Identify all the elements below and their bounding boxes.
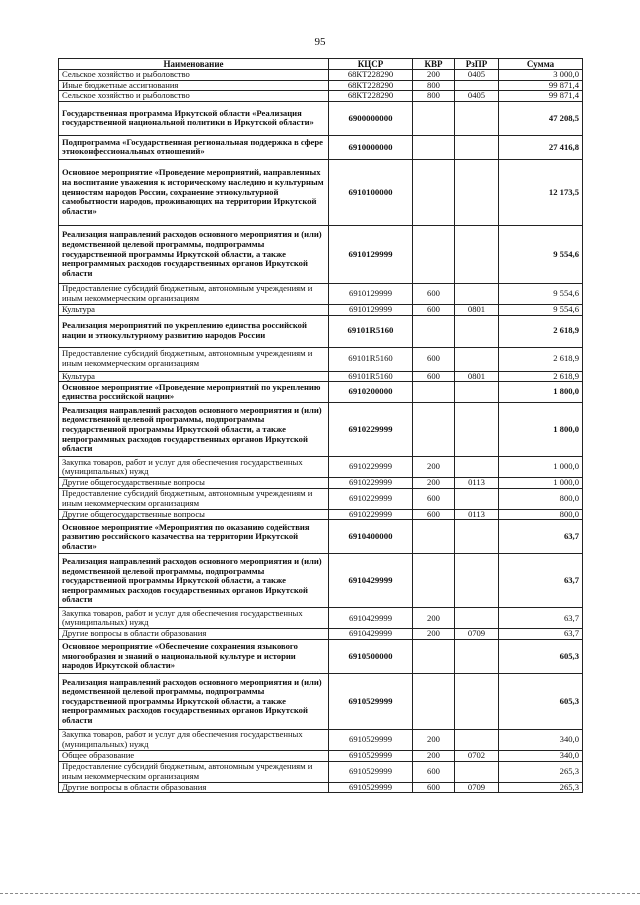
cell-name: Другие общегосударственные вопросы xyxy=(59,478,329,489)
cell-kcsr: 6910129999 xyxy=(329,225,413,283)
cell-name: Предоставление субсидий бюджетным, автономным учреждениям и иным некоммерческим организациям xyxy=(59,283,329,304)
cell-name: Основное мероприятие «Проведение мероприятий по укреплению единства российской нации» xyxy=(59,382,329,403)
cell-kvr: 200 xyxy=(413,608,455,629)
table-row xyxy=(59,478,583,489)
cell-kcsr: 69101R5160 xyxy=(329,315,413,347)
cell-kcsr: 69101R5160 xyxy=(329,371,413,382)
table-row xyxy=(59,761,583,782)
cell-sum: 1 000,0 xyxy=(499,457,583,478)
cell-rzpr xyxy=(455,315,499,347)
cell-sum: 2 618,9 xyxy=(499,315,583,347)
cell-kvr xyxy=(413,403,455,457)
cell-name: Культура xyxy=(59,304,329,315)
cell-sum: 2 618,9 xyxy=(499,371,583,382)
cell-rzpr xyxy=(455,225,499,283)
cell-name: Реализация направлений расходов основного мероприятия и (или) ведомственной целевой программы, подпрограммы государственной программы Иркутской области, а также непрограммных расходов государственных органов Иркутской области xyxy=(59,403,329,457)
cell-kvr xyxy=(413,159,455,225)
cell-rzpr xyxy=(455,554,499,608)
cell-rzpr xyxy=(455,457,499,478)
cell-sum: 800,0 xyxy=(499,488,583,509)
cell-kvr xyxy=(413,135,455,159)
header-kvr: КВР xyxy=(413,59,455,70)
cell-kcsr: 6910229999 xyxy=(329,488,413,509)
cell-name: Реализация мероприятий по укреплению единства российской нации и этнокультурному развитию народов России xyxy=(59,315,329,347)
cell-sum: 9 554,6 xyxy=(499,225,583,283)
cell-kvr: 800 xyxy=(413,91,455,102)
cell-rzpr xyxy=(455,101,499,135)
cell-sum: 1 800,0 xyxy=(499,403,583,457)
cell-kcsr: 68КТ228290 xyxy=(329,70,413,81)
header-rzpr: РзПР xyxy=(455,59,499,70)
table-row xyxy=(59,371,583,382)
cell-name: Государственная программа Иркутской области «Реализация государственной национальной политики в Иркутской области» xyxy=(59,101,329,135)
cell-name: Основное мероприятие «Проведение мероприятий, направленных на воспитание уважения к историческому наследию и культурным ценностям народов России, сохранение этнокультурной самобытности народов, проживающих на территории Иркутской области» xyxy=(59,159,329,225)
cell-kvr xyxy=(413,101,455,135)
cell-name: Общее образование xyxy=(59,751,329,762)
cell-kcsr: 6910529999 xyxy=(329,674,413,730)
cell-rzpr xyxy=(455,608,499,629)
cell-rzpr xyxy=(455,283,499,304)
cell-kcsr: 6910529999 xyxy=(329,782,413,793)
cell-kvr: 200 xyxy=(413,751,455,762)
table-row xyxy=(59,80,583,91)
cell-rzpr: 0709 xyxy=(455,782,499,793)
cell-kvr: 600 xyxy=(413,371,455,382)
cell-rzpr: 0113 xyxy=(455,478,499,489)
cell-sum: 9 554,6 xyxy=(499,283,583,304)
cell-name: Другие вопросы в области образования xyxy=(59,782,329,793)
cell-kcsr: 6910529999 xyxy=(329,730,413,751)
table-row xyxy=(59,608,583,629)
cell-kcsr: 6910229999 xyxy=(329,509,413,520)
table-row xyxy=(59,347,583,371)
cell-kvr xyxy=(413,382,455,403)
cell-sum: 265,3 xyxy=(499,782,583,793)
cell-sum: 63,7 xyxy=(499,629,583,640)
cell-rzpr xyxy=(455,520,499,554)
cell-kcsr: 6910229999 xyxy=(329,403,413,457)
cell-sum: 605,3 xyxy=(499,640,583,674)
cell-kcsr: 6910529999 xyxy=(329,751,413,762)
table-row xyxy=(59,304,583,315)
header-sum: Сумма xyxy=(499,59,583,70)
table-row xyxy=(59,629,583,640)
cell-sum: 63,7 xyxy=(499,520,583,554)
cell-kcsr: 6910129999 xyxy=(329,283,413,304)
cell-kcsr: 6910100000 xyxy=(329,159,413,225)
cell-rzpr: 0113 xyxy=(455,509,499,520)
cell-rzpr xyxy=(455,674,499,730)
cell-kcsr: 68КТ228290 xyxy=(329,91,413,102)
cell-rzpr xyxy=(455,135,499,159)
table-row xyxy=(59,382,583,403)
cell-kvr xyxy=(413,225,455,283)
cell-sum: 27 416,8 xyxy=(499,135,583,159)
cell-rzpr xyxy=(455,730,499,751)
cell-name: Предоставление субсидий бюджетным, автономным учреждениям и иным некоммерческим организациям xyxy=(59,761,329,782)
cell-kvr xyxy=(413,315,455,347)
cell-rzpr xyxy=(455,403,499,457)
table-row xyxy=(59,91,583,102)
table-row xyxy=(59,135,583,159)
cell-rzpr xyxy=(455,640,499,674)
cell-sum: 340,0 xyxy=(499,730,583,751)
cell-kvr: 600 xyxy=(413,347,455,371)
table-row xyxy=(59,70,583,81)
table-row xyxy=(59,730,583,751)
table-row xyxy=(59,283,583,304)
budget-table xyxy=(58,58,583,793)
header-name: Наименование xyxy=(59,59,329,70)
cell-kcsr: 6910129999 xyxy=(329,304,413,315)
cell-sum: 99 871,4 xyxy=(499,91,583,102)
cell-name: Реализация направлений расходов основного мероприятия и (или) ведомственной целевой программы, подпрограммы государственной программы Иркутской области, а также непрограммных расходов государственных органов Иркутской области xyxy=(59,554,329,608)
table-row xyxy=(59,315,583,347)
cell-name: Реализация направлений расходов основного мероприятия и (или) ведомственной целевой программы, подпрограммы государственной программы Иркутской области, а также непрограммных расходов государственных органов Иркутской области xyxy=(59,674,329,730)
table-row xyxy=(59,159,583,225)
table-row xyxy=(59,554,583,608)
cell-name: Предоставление субсидий бюджетным, автономным учреждениям и иным некоммерческим организациям xyxy=(59,347,329,371)
cell-kcsr: 6910400000 xyxy=(329,520,413,554)
header-kcsr: КЦСР xyxy=(329,59,413,70)
cell-rzpr: 0801 xyxy=(455,304,499,315)
cell-name: Другие общегосударственные вопросы xyxy=(59,509,329,520)
cell-kvr: 600 xyxy=(413,761,455,782)
cell-rzpr xyxy=(455,159,499,225)
cell-kcsr: 6910229999 xyxy=(329,457,413,478)
cell-sum: 99 871,4 xyxy=(499,80,583,91)
cell-kcsr: 6910000000 xyxy=(329,135,413,159)
cell-kvr: 200 xyxy=(413,457,455,478)
cell-rzpr: 0801 xyxy=(455,371,499,382)
cell-rzpr: 0405 xyxy=(455,91,499,102)
table-row xyxy=(59,751,583,762)
cell-kcsr: 6910429999 xyxy=(329,554,413,608)
cell-name: Иные бюджетные ассигнования xyxy=(59,80,329,91)
cell-kvr: 200 xyxy=(413,478,455,489)
table-row xyxy=(59,225,583,283)
cell-kvr: 600 xyxy=(413,509,455,520)
cell-name: Основное мероприятие «Обеспечение сохранения языкового многообразия и знаний о национальной культуре и истории народов Иркутской области» xyxy=(59,640,329,674)
cell-sum: 63,7 xyxy=(499,554,583,608)
cell-sum: 340,0 xyxy=(499,751,583,762)
cell-sum: 1 000,0 xyxy=(499,478,583,489)
table-row xyxy=(59,509,583,520)
cell-kcsr: 6910429999 xyxy=(329,629,413,640)
cell-name: Закупка товаров, работ и услуг для обеспечения государственных (муниципальных) нужд xyxy=(59,608,329,629)
cell-kcsr: 69101R5160 xyxy=(329,347,413,371)
cell-rzpr xyxy=(455,80,499,91)
cell-kvr: 200 xyxy=(413,629,455,640)
table-row xyxy=(59,520,583,554)
cell-kvr xyxy=(413,554,455,608)
cell-kcsr: 6910429999 xyxy=(329,608,413,629)
cell-kcsr: 6910229999 xyxy=(329,478,413,489)
table-row xyxy=(59,488,583,509)
page-bottom-edge xyxy=(0,893,640,894)
cell-kvr: 600 xyxy=(413,304,455,315)
cell-name: Другие вопросы в области образования xyxy=(59,629,329,640)
cell-kvr: 600 xyxy=(413,488,455,509)
cell-kvr: 800 xyxy=(413,80,455,91)
cell-kvr xyxy=(413,520,455,554)
cell-kcsr: 6910500000 xyxy=(329,640,413,674)
page-number: 95 xyxy=(314,36,326,48)
table-row xyxy=(59,403,583,457)
cell-rzpr: 0405 xyxy=(455,70,499,81)
cell-kvr xyxy=(413,674,455,730)
cell-kvr: 600 xyxy=(413,283,455,304)
cell-kcsr: 6910529999 xyxy=(329,761,413,782)
table-row xyxy=(59,101,583,135)
cell-sum: 47 208,5 xyxy=(499,101,583,135)
cell-sum: 12 173,5 xyxy=(499,159,583,225)
cell-sum: 265,3 xyxy=(499,761,583,782)
cell-name: Основное мероприятие «Мероприятия по оказанию содействия развитию российского казачества на территории Иркутской области» xyxy=(59,520,329,554)
cell-sum: 9 554,6 xyxy=(499,304,583,315)
table-body xyxy=(59,70,583,793)
cell-kvr: 200 xyxy=(413,70,455,81)
cell-rzpr xyxy=(455,382,499,403)
cell-rzpr xyxy=(455,488,499,509)
cell-sum: 800,0 xyxy=(499,509,583,520)
cell-kcsr: 68КТ228290 xyxy=(329,80,413,91)
cell-name: Подпрограмма «Государственная региональная поддержка в сфере этноконфессиональных отношений» xyxy=(59,135,329,159)
table-header-row xyxy=(59,59,583,70)
cell-sum: 63,7 xyxy=(499,608,583,629)
cell-rzpr: 0702 xyxy=(455,751,499,762)
cell-name: Культура xyxy=(59,371,329,382)
cell-name: Сельское хозяйство и рыболовство xyxy=(59,70,329,81)
cell-name: Предоставление субсидий бюджетным, автономным учреждениям и иным некоммерческим организациям xyxy=(59,488,329,509)
cell-sum: 605,3 xyxy=(499,674,583,730)
cell-kcsr: 6900000000 xyxy=(329,101,413,135)
cell-kvr xyxy=(413,640,455,674)
cell-kvr: 600 xyxy=(413,782,455,793)
cell-kcsr: 6910200000 xyxy=(329,382,413,403)
cell-sum: 2 618,9 xyxy=(499,347,583,371)
cell-rzpr xyxy=(455,761,499,782)
cell-name: Закупка товаров, работ и услуг для обеспечения государственных (муниципальных) нужд xyxy=(59,457,329,478)
cell-name: Реализация направлений расходов основного мероприятия и (или) ведомственной целевой программы, подпрограммы государственной программы Иркутской области, а также непрограммных расходов государственных органов Иркутской области xyxy=(59,225,329,283)
cell-sum: 3 000,0 xyxy=(499,70,583,81)
cell-rzpr xyxy=(455,347,499,371)
table-row xyxy=(59,457,583,478)
table-row xyxy=(59,640,583,674)
cell-rzpr: 0709 xyxy=(455,629,499,640)
table-row xyxy=(59,782,583,793)
cell-name: Закупка товаров, работ и услуг для обеспечения государственных (муниципальных) нужд xyxy=(59,730,329,751)
cell-name: Сельское хозяйство и рыболовство xyxy=(59,91,329,102)
table-row xyxy=(59,674,583,730)
cell-sum: 1 800,0 xyxy=(499,382,583,403)
cell-kvr: 200 xyxy=(413,730,455,751)
